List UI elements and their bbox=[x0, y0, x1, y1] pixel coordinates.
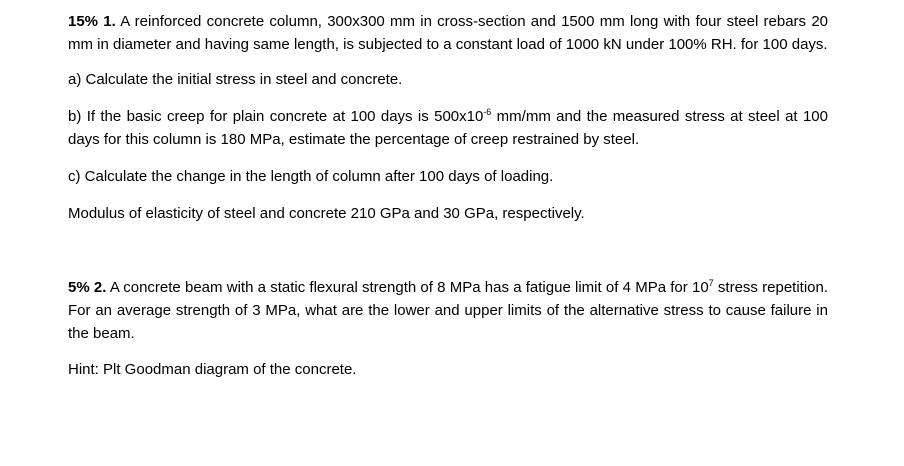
question-2-exponent: 7 bbox=[708, 278, 714, 288]
question-1-marks: 15% bbox=[68, 13, 99, 30]
question-2-label bbox=[68, 279, 106, 296]
part-b-exponent: -6 bbox=[483, 107, 492, 117]
question-1-part-c: c) Calculate the change in the length of column after 100 days of loading. bbox=[68, 168, 554, 185]
question-2-text-end: stress repetition. For an average strength of 3 MPa, what are the lower and upper limits of the alternative stress to cause failure in the beam. bbox=[68, 279, 829, 342]
question-2-hint: Hint: Plt Goodman diagram of the concrete. bbox=[68, 361, 357, 378]
question-1-number: 1. bbox=[103, 13, 116, 30]
question-2-text-start: A concrete beam with a static flexural strength of 8 MPa has a fatigue limit of 4 MPa for 10 bbox=[109, 279, 709, 296]
question-2-stem bbox=[68, 276, 828, 345]
question-2-number: 2. bbox=[93, 279, 107, 296]
question-1-part-a: a) Calculate the initial stress in steel and concrete. bbox=[68, 71, 403, 88]
question-2-marks: 5% bbox=[68, 279, 90, 296]
question-1-label bbox=[68, 13, 116, 30]
question-1-text: A reinforced concrete column, 300x300 mm in cross-section and 1500 mm long with four steel rebars 20 mm in diameter and having same length, is subjected to a constant load of 1000 kN under 100% RH. for 100 days. bbox=[68, 13, 828, 53]
question-1-part-b bbox=[68, 105, 828, 151]
part-b-text-start: b) If the basic creep for plain concrete at 100 days is 500x10 bbox=[68, 108, 484, 125]
part-b-text-end: mm/mm and the measured stress at steel at 100 days for this column is 180 MPa, estimate the percentage of creep restrained by steel. bbox=[68, 108, 828, 148]
question-1-given-data: Modulus of elasticity of steel and concrete 210 GPa and 30 GPa, respectively. bbox=[68, 205, 585, 222]
question-1-stem bbox=[68, 10, 828, 56]
document-page bbox=[68, 10, 828, 381]
